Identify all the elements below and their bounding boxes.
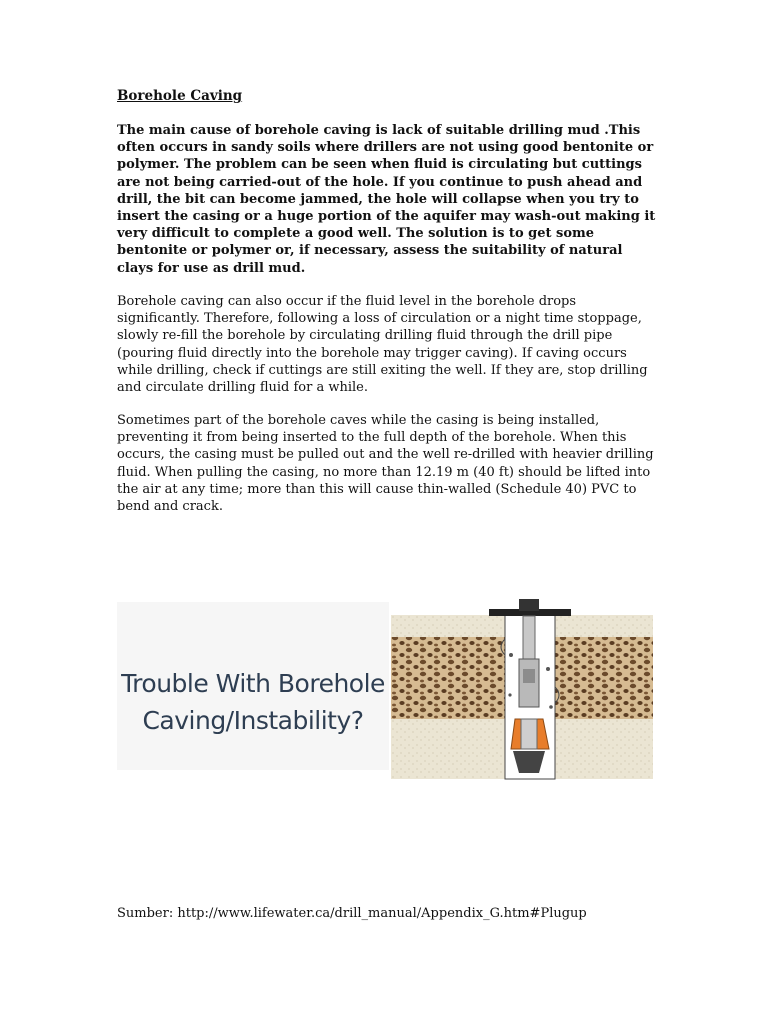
source-citation: Sumber: http://www.lifewater.ca/drill_manual/Appendix_G.htm#Plugup — [117, 906, 587, 921]
paragraph-fluid-level: Borehole caving can also occur if the fluid level in the borehole drops significantly. Therefore, following a loss of circulation or a night time stoppage, slowly re-fill the borehole by circulating drilling fluid through the drill pipe (pouring fluid directly into the borehole may trigger caving). If caving occurs while drilling, check if cuttings are still exiting the well. If they are, stop drilling and circulate drilling fluid for a while. — [117, 294, 648, 396]
paragraph-main-cause: The main cause of borehole caving is lack of suitable drilling mud .This often occurs in sandy soils where drillers are not using good bentonite or polymer. The problem can be seen when fluid is circulating but cuttings are not being carried-out of the hole. If you continue to push ahead and drill, the bit can become jammed, the hole will collapse when you try to insert the casing or a huge portion of the aquifer may wash-out making it very difficult to complete a good well. The solution is to get some bentonite or polymer or, if necessary, assess the suitability of natural clays for use as drill mud. — [117, 123, 656, 276]
document-heading: Borehole Caving — [117, 88, 243, 104]
banner-line-2: Caving/Instability? — [142, 706, 364, 735]
paragraph-casing: Sometimes part of the borehole caves while the casing is being installed, preventing it from being inserted to the full depth of the borehole. When this occurs, the casing must be pulled out and the well re-drilled with heavier drilling fluid. When pulling the casing, no more than 12.19 m (40 ft) should be lifted into the air at any time; more than this will cause thin-walled (Schedule 40) PVC to bend and crack. — [117, 413, 654, 515]
banner-line-1: Trouble With Borehole — [121, 669, 385, 698]
borehole-drilling-diagram-icon — [391, 599, 653, 786]
trouble-banner — [117, 602, 389, 770]
